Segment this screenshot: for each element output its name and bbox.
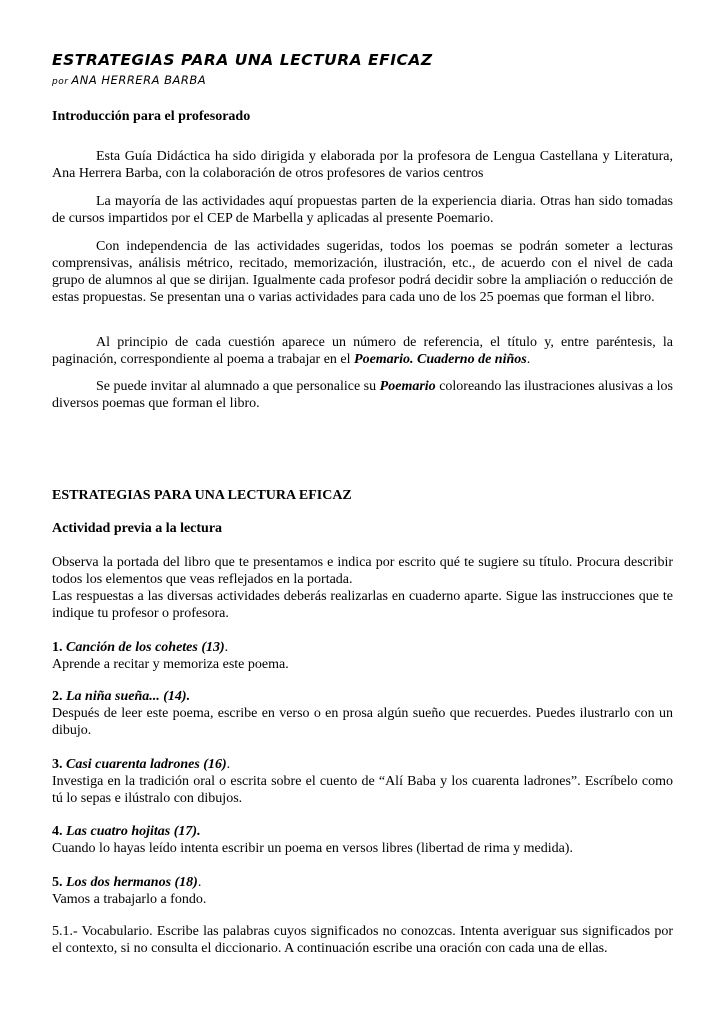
document-author-line	[52, 72, 206, 91]
activity-title: Canción de los cohetes (13)	[66, 640, 225, 655]
activity-4	[52, 823, 673, 857]
intro-paragraph-3: Con independencia de las actividades sugeridas, todos los poemas se podrán someter a lecturas comprensivas, análisis métrico, recitado, memorización, ilustración, etc., de acuerdo con el nivel de cada grupo de alumnos al que se dirijan. Igualmente cada profesor podrá decidir sobre la ampliación o reducción de estas propuestas. Se presentan una o varias actividades para cada uno de los 25 poemas que forman el libro.	[52, 239, 673, 305]
activity-number: 3.	[52, 757, 66, 772]
activity-title-end: .	[224, 640, 229, 655]
strategies-paragraph-2: Las respuestas a las diversas actividades deberás realizarlas en cuaderno aparte. Sigue las instrucciones que te indique tu profesor o profesora.	[52, 589, 673, 621]
activity-title: La niña sueña... (14)	[66, 689, 187, 704]
activity-title: Los dos hermanos (18)	[66, 875, 198, 890]
intro-paragraph-1: Esta Guía Didáctica ha sido dirigida y elaborada por la profesora de Lengua Castellana y Literatura, Ana Herrera Barba, con la colaboración de otros profesores de varios centros	[52, 149, 673, 181]
activity-title-end: .	[226, 757, 231, 772]
document-title: ESTRATEGIAS PARA UNA LECTURA EFICAZ	[52, 51, 433, 69]
activity-5-1: 5.1.- Vocabulario. Escribe las palabras cuyos significados no conozcas. Intenta averiguar sus significados por el contexto, si no consulta el diccionario. A continuación escribe una oración con cada una de ellas.	[52, 924, 673, 956]
intro-p5-text: Se puede invitar al alumnado a que personalice su	[96, 379, 380, 394]
intro-p4-text: Al principio de cada cuestión aparece un número de referencia, el título y, entre paréntesis, la paginación, correspondiente al poema a trabajar en el	[52, 335, 673, 367]
activity-title: Casi cuarenta ladrones (16)	[66, 757, 227, 772]
activity-description: Vamos a trabajarlo a fondo.	[52, 892, 207, 907]
activity-2	[52, 688, 673, 739]
intro-paragraph-4	[52, 334, 673, 368]
activity-title-line	[52, 640, 228, 655]
intro-paragraph-5	[52, 378, 673, 412]
strategies-heading: ESTRATEGIAS PARA UNA LECTURA EFICAZ	[52, 488, 352, 503]
activity-number: 4.	[52, 824, 66, 839]
activity-title-line	[52, 875, 201, 890]
strategies-subheading: Actividad previa a la lectura	[52, 521, 223, 536]
activity-description: Investiga en la tradición oral o escrita sobre el cuento de “Alí Baba y los cuarenta ladrones”. Escríbelo como tú lo sepas e ilústralo con dibujos.	[52, 774, 673, 806]
author-name: ANA HERRERA BARBA	[71, 73, 207, 87]
activity-title-end: .	[197, 824, 201, 839]
activity-title-line	[52, 757, 230, 772]
activity-description: Aprende a recitar y memoriza este poema.	[52, 657, 289, 672]
activity-3	[52, 756, 673, 807]
intro-paragraph-2: La mayoría de las actividades aquí propuestas parten de la experiencia diaria. Otras han sido tomadas de cursos impartidos por el CEP de Marbella y aplicadas al presente Poemario.	[52, 194, 673, 226]
intro-p5-end: coloreando las ilustraciones alusivas a los diversos poemas que forman el libro.	[52, 379, 673, 411]
activity-title-end: .	[186, 689, 191, 704]
activity-title-line	[52, 824, 201, 839]
activity-title-end: .	[197, 875, 202, 890]
intro-heading: Introducción para el profesorado	[52, 109, 251, 124]
activity-description: Después de leer este poema, escribe en verso o en prosa algún sueño que recuerdes. Puedes ilustrarlo con un dibujo.	[52, 706, 673, 738]
activity-1	[52, 639, 673, 673]
activity-number: 5.	[52, 875, 66, 890]
author-prefix: por	[52, 77, 69, 87]
activity-5	[52, 874, 673, 908]
activity-description: Cuando lo hayas leído intenta escribir un poema en versos libres (libertad de rima y medida).	[52, 841, 573, 856]
activity-title-line	[52, 689, 190, 704]
strategies-paragraph-1: Observa la portada del libro que te presentamos e indica por escrito qué te sugiere su título. Procura describir todos los elementos que veas reflejados en la portada.	[52, 555, 673, 587]
intro-p4-book-title: Poemario. Cuaderno de niños	[354, 352, 527, 367]
activity-number: 1.	[52, 640, 66, 655]
intro-p5-book-title: Poemario	[379, 379, 436, 394]
activity-title: Las cuatro hojitas (17)	[66, 824, 198, 839]
intro-p4-end: .	[526, 352, 531, 367]
activity-number: 2.	[52, 689, 66, 704]
